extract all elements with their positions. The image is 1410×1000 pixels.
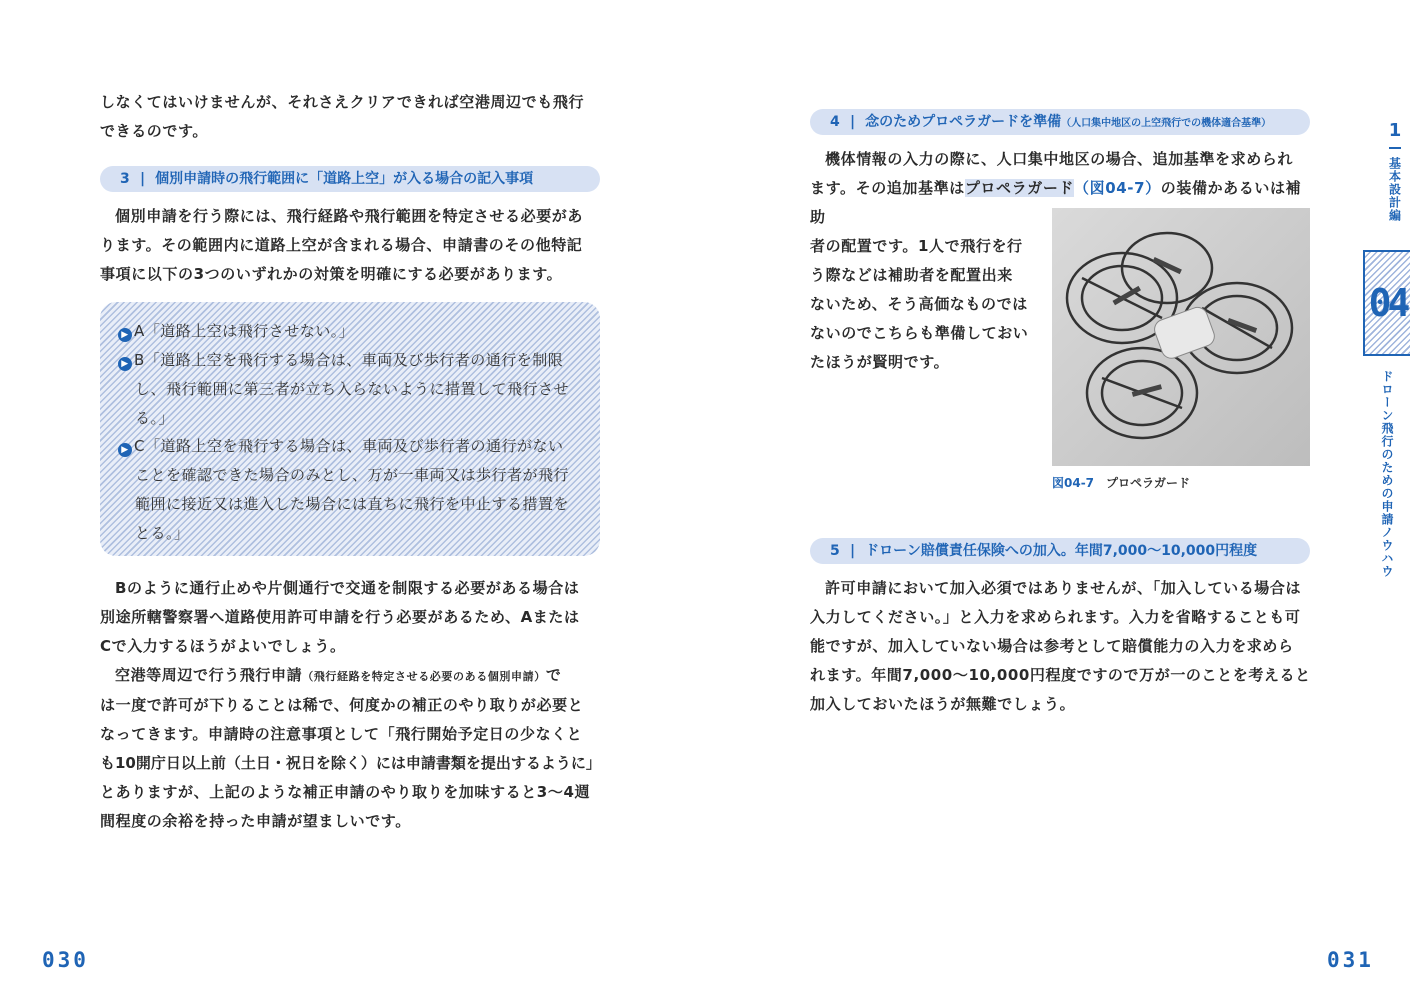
section-subtitle: （人口集中地区の上空飛行での機体適合基準） (1061, 118, 1272, 129)
section-separator: | (850, 543, 856, 559)
paragraph-note: （飛行経路を特定させる必要のある個別申請） (302, 670, 546, 683)
triangle-bullet-icon: ▶ (118, 443, 132, 457)
option-c (118, 432, 588, 548)
option-line: A「道路上空は飛行させない。」 (134, 322, 355, 340)
section-4-heading (810, 109, 1310, 135)
paragraph-line: 個別申請を行う際には、飛行経路や飛行範囲を特定させる必要があ (115, 207, 584, 225)
paragraph-line: ないため、そう高価なものでは (810, 295, 1028, 313)
paragraph-line: の装備かあるいは補助 (810, 179, 1302, 226)
option-line: とる。」 (135, 524, 190, 542)
option-line: ことを確認できた場合のみとし、万が一車両又は歩行者が飛行 (135, 466, 570, 484)
paragraph-line: Bのように通行止めや片側通行で交通を制限する必要がある場合は (115, 579, 580, 597)
paragraph-line: れます。年間7,000〜10,000円程度ですので万が一のことを考えると (810, 666, 1311, 684)
intro-text (100, 88, 584, 146)
figure-label: 図04-7 (1052, 476, 1095, 490)
chapter-tab (1363, 250, 1410, 356)
page-number-right: 031 (1327, 948, 1374, 972)
paragraph-line: う際などは補助者を配置出来 (810, 266, 1013, 284)
figure-reference: （図04-7） (1074, 179, 1161, 197)
section-title: ドローン賠償責任保険への加入。年間7,000〜10,000円程度 (865, 543, 1258, 559)
part-title: 基本設計編 (1387, 157, 1402, 222)
triangle-bullet-icon: ▶ (118, 357, 132, 371)
paragraph-line: 入力してください。」と入力を求められます。入力を省略することも可 (810, 608, 1301, 626)
section-separator: | (140, 171, 146, 187)
paragraph-line: ります。その範囲内に道路上空が含まれる場合、申請書のその他特記 (100, 236, 583, 254)
figure-caption-text: プロペラガード (1106, 476, 1191, 490)
section-title: 個別申請時の飛行範囲に「道路上空」が入る場合の記入事項 (155, 171, 534, 187)
part-number: 1 (1388, 120, 1402, 141)
paragraph-line: ます。その追加基準は (810, 179, 965, 197)
section-title: 念のためプロペラガードを準備 (865, 114, 1062, 130)
paragraph-line: Cで入力するほうがよいでしょう。 (100, 637, 346, 655)
paragraph-line: 機体情報の入力の際に、人口集中地区の場合、追加基準を求められ (825, 150, 1294, 168)
option-line: る。」 (135, 409, 175, 427)
drone-illustration (1052, 208, 1310, 466)
paragraph-b-note (100, 574, 605, 661)
right-page (705, 0, 1410, 1000)
paragraph-line: で (545, 666, 562, 684)
page-number-left: 030 (42, 948, 89, 972)
section-number: 3 (120, 171, 130, 187)
side-tab-part (1375, 120, 1410, 222)
option-line: 範囲に接近又は進入した場合には直ちに飛行を中止する措置を (135, 495, 570, 513)
option-line: B「道路上空を飛行する場合は、車両及び歩行者の通行を制限 (134, 351, 564, 369)
paragraph-line: なってきます。申請時の注意事項として「飛行開始予定日の少なくと (100, 725, 583, 743)
option-line: C「道路上空を飛行する場合は、車両及び歩行者の通行がない (134, 437, 564, 455)
paragraph-line: も10開庁日以上前（土日・祝日を除く）には申請書類を提出するように」 (100, 754, 601, 772)
option-a (118, 317, 588, 346)
chapter-number: 04 (1368, 281, 1407, 325)
paragraph-line: 事項に以下の3つのいずれかの対策を明確にする必要があります。 (100, 265, 563, 283)
paragraph-airport (100, 661, 605, 836)
section-number: 4 (830, 114, 840, 130)
intro-line-2: できるのです。 (100, 122, 209, 140)
propeller-guard-photo (1052, 208, 1310, 466)
section-separator: | (850, 114, 856, 130)
paragraph-line: 別途所轄警察署へ道路使用許可申請を行う必要があるため、Aまたは (100, 608, 580, 626)
chapter-title: ドローン飛行のための申請ノウハウ (1380, 370, 1394, 578)
paragraph-line: 間程度の余裕を持った申請が望ましいです。 (100, 812, 411, 830)
options-box (100, 302, 600, 556)
paragraph-line: たほうが賢明です。 (810, 353, 950, 371)
paragraph-line: とありますが、上記のような補正申請のやり取りを加味すると3〜4週 (100, 783, 591, 801)
paragraph-line: 許可申請において加入必須ではありませんが、「加入している場合は (825, 579, 1302, 597)
section-3-heading (100, 166, 600, 192)
highlighted-term: プロペラガード (964, 179, 1075, 197)
option-b (118, 346, 588, 433)
intro-line-1: しなくてはいけませんが、それさえクリアできれば空港周辺でも飛行 (100, 93, 585, 111)
paragraph-line: 能ですが、加入していない場合は参考として賠償能力の入力を求めら (810, 637, 1294, 655)
section-5-heading (810, 538, 1310, 564)
triangle-bullet-icon: ▶ (118, 328, 132, 342)
paragraph-line: 空港等周辺で行う飛行申請 (115, 666, 303, 684)
tab-divider (1389, 147, 1401, 149)
section-5-paragraph (810, 574, 1315, 719)
paragraph-line: 加入しておいたほうが無難でしょう。 (810, 695, 1076, 713)
section-3-paragraph (100, 202, 605, 289)
paragraph-line: 者の配置です。1人で飛行を行 (810, 237, 1023, 255)
paragraph-line: は一度で許可が下りることは稀で、何度かの補正のやり取りが必要と (100, 696, 584, 714)
section-number: 5 (830, 543, 840, 559)
option-line: し、飛行範囲に第三者が立ち入らないように措置して飛行させ (135, 380, 570, 398)
paragraph-line: ないのでこちらも準備しておい (810, 324, 1029, 342)
figure-caption (1052, 474, 1190, 491)
